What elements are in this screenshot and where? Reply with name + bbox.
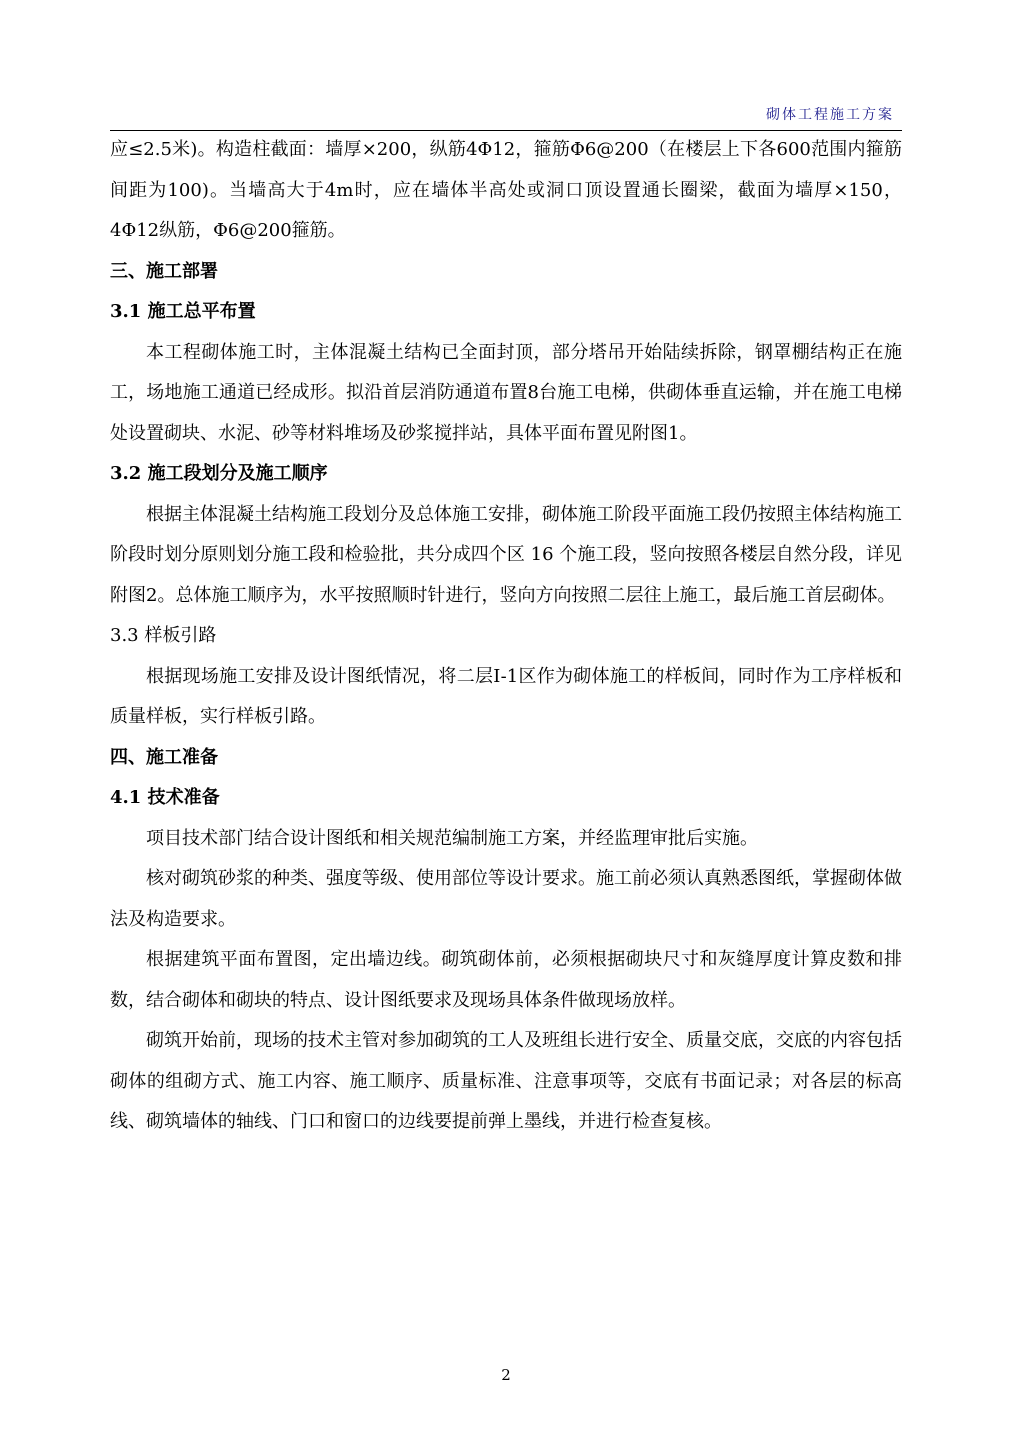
paragraph: 应≤2.5米)。构造柱截面：墙厚×200，纵筋4Φ12，箍筋Φ6@200（在楼层上下各600范围内箍筋间距为100)。当墙高大于4m时，应在墙体半高处或洞口顶设置通长圈梁，截面为墙厚×150，4Φ12纵筋，Φ6@200箍筋。 xyxy=(110,139,902,241)
paragraph: 核对砌筑砂浆的种类、强度等级、使用部位等设计要求。施工前必须认真熟悉图纸，掌握砌体做法及构造要求。 xyxy=(110,868,902,930)
section-heading: 三、施工部署 xyxy=(110,260,218,282)
paragraph: 根据建筑平面布置图，定出墙边线。砌筑砌体前，必须根据砌块尺寸和灰缝厚度计算皮数和排数，结合砌体和砌块的特点、设计图纸要求及现场具体条件做现场放样。 xyxy=(110,949,902,1011)
subsection-heading: 3.1 施工总平布置 xyxy=(110,301,256,322)
page-number: 2 xyxy=(501,1366,511,1384)
paragraph: 项目技术部门结合设计图纸和相关规范编制施工方案，并经监理审批后实施。 xyxy=(146,827,758,849)
document-body xyxy=(110,130,902,1143)
paragraph: 根据主体混凝土结构施工段划分及总体施工安排，砌体施工阶段平面施工段仍按照主体结构施工阶段时划分原则划分施工段和检验批，共分成四个区 16 个施工段，竖向按照各楼层自然分段，详见附图2。总体施工顺序为，水平按照顺时针进行，竖向方向按照二层往上施工，最后施工首层砌体。 xyxy=(110,503,902,606)
subsection-heading: 3.3 样板引路 xyxy=(110,625,217,646)
subsection-heading: 4.1 技术准备 xyxy=(110,787,220,808)
paragraph: 根据现场施工安排及设计图纸情况，将二层Ⅰ-1区作为砌体施工的样板间，同时作为工序样板和质量样板，实行样板引路。 xyxy=(110,665,902,727)
header-title: 砌体工程施工方案 xyxy=(766,107,894,123)
paragraph: 砌筑开始前，现场的技术主管对参加砌筑的工人及班组长进行安全、质量交底，交底的内容包括砌体的组砌方式、施工内容、施工顺序、质量标准、注意事项等，交底有书面记录；对各层的标高线、砌筑墙体的轴线、门口和窗口的边线要提前弹上墨线，并进行检查复核。 xyxy=(110,1030,902,1132)
subsection-heading: 3.2 施工段划分及施工顺序 xyxy=(110,463,328,484)
paragraph: 本工程砌体施工时，主体混凝土结构已全面封顶，部分塔吊开始陆续拆除，钢罩棚结构正在施工，场地施工通道已经成形。拟沿首层消防通道布置8台施工电梯，供砌体垂直运输，并在施工电梯处设置砌块、水泥、砂等材料堆场及砂浆搅拌站，具体平面布置见附图1。 xyxy=(110,341,902,444)
section-heading: 四、施工准备 xyxy=(110,746,218,768)
page-header xyxy=(110,96,902,131)
